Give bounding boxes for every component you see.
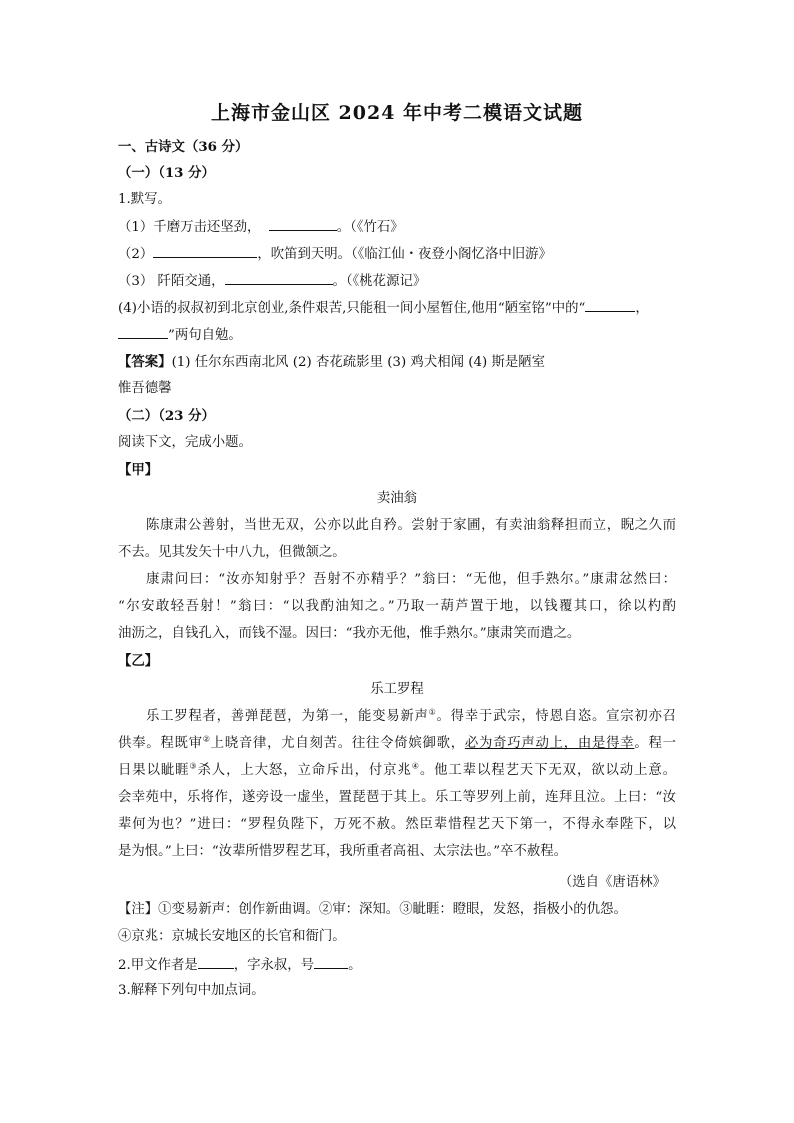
passage-a-line: 油沥之，自钱孔入，而钱不湿。因曰：“我亦无他，惟手熟尔。”康肃笑而遣之。 (118, 626, 581, 641)
passage-b-label: 【乙】 (118, 653, 159, 669)
q1-4-comma: ， (635, 301, 649, 316)
question-1-2 (118, 243, 552, 265)
q1-4-end: ”两句自勉。 (168, 328, 242, 343)
q2-text: ，字永叔，号 (233, 958, 315, 973)
q1-1-text: （1）千磨万击还坚劲， (118, 220, 261, 235)
answer-blank[interactable] (118, 324, 168, 339)
answer-line (118, 352, 545, 373)
answer-blank[interactable] (585, 297, 635, 312)
part2-heading: （二）（23 分） (118, 408, 215, 424)
question-1-4-cont (118, 324, 242, 346)
passage-b-line: 供奉。程既审②上晓音律，尤自刻苦。往往令倚嫔御歌，必为奇巧声动上，由是得幸。程一 (118, 734, 677, 751)
passage-a-title: 卖油翁 (376, 491, 418, 506)
q2-text: 2.甲文作者是 (118, 958, 198, 973)
underlined-sentence: 必为奇巧声动上，由是得幸 (464, 736, 635, 751)
passage-a-line: 陈康肃公善射，当世无双，公亦以此自矜。尝射于家圃，有卖油翁释担而立，睨之久而 (146, 518, 676, 533)
note-marker: ① (428, 707, 437, 717)
passage-b-line: 日果以眦睚③杀人，上大怒，立命斥出，付京兆④。他工辈以程艺天下无双，欲以动上意。 (118, 761, 677, 778)
notes-line: 【注】①变易新声：创作新曲调。②审：深知。③眦睚：瞪眼，发怒，指极小的仇怨。 (118, 902, 627, 917)
passage-a-line: 康肃问曰：“汝亦知射乎？吾射不亦精乎？”翁曰：“无他，但手熟尔。”康肃忿然曰： (146, 572, 676, 587)
answer-text: (1) 任尔东西南北风 (2) 杏花疏影里 (3) 鸡犬相闻 (4) 斯是陋室 (171, 355, 546, 370)
question-1-1 (118, 216, 404, 238)
question-2 (118, 954, 361, 976)
q1-3-text: （3） 阡陌交通， (118, 274, 225, 289)
answer-line-2: 惟吾德馨 (118, 381, 172, 396)
passage-b-line: 乐工罗程者，善弹琵琶，为第一，能变易新声①。得幸于武宗，恃恩自恣。宣宗初亦召 (146, 707, 677, 724)
question-3: 3.解释下列句中加点词。 (118, 983, 265, 998)
answer-blank[interactable] (314, 954, 348, 969)
passage-b-line: 辈何为也？”进曰：“罗程负陛下，万死不赦。然臣辈惜程艺天下第一，不得永奉陛下，以 (118, 817, 676, 832)
passage-b-line: 是为恨。”上曰：“汝辈所惜罗程艺耳，我所重者高祖、太宗法也。”卒不赦程。 (118, 844, 568, 859)
q1-3-source: 。（《桃花源记》 (332, 274, 427, 289)
q1-2-source: ，吹笛到天明。（《临江仙・夜登小阁忆洛中旧游》 (257, 247, 552, 262)
note-marker: ② (202, 734, 211, 744)
question-1-4 (118, 297, 649, 319)
passage-a-label: 【甲】 (118, 462, 159, 478)
q1-4-text: (4)小语的叔叔初到北京创业,条件艰苦,只能租一间小屋暂住,他用“陋室铭”中的“ (118, 301, 586, 316)
passage-a-line: 不去。见其发矢十中八九，但微颔之。 (118, 545, 346, 560)
notes-line: ④京兆：京城长安地区的长官和衙门。 (118, 929, 346, 944)
part1-heading: （一）（13 分） (118, 165, 215, 181)
answer-label: 【答案】 (118, 354, 172, 370)
passage-source: （选自《唐语林》 (558, 875, 666, 890)
q1-2-text: （2） (118, 247, 154, 262)
question-1: 1.默写。 (118, 192, 171, 207)
passage-a-line: “尔安敢轻吾射！”翁曰：“以我酌油知之。”乃取一葫芦置于地，以钱覆其口，徐以杓酌 (118, 599, 676, 614)
answer-blank[interactable] (198, 954, 234, 969)
note-marker: ④ (411, 761, 420, 771)
passage-b-title: 乐工罗程 (370, 682, 424, 697)
exam-title: 上海市金山区 2024 年中考二模语文试题 (210, 102, 584, 124)
reading-instruction: 阅读下文，完成小题。 (118, 435, 252, 450)
answer-blank[interactable] (269, 216, 337, 231)
answer-blank[interactable] (153, 243, 257, 258)
answer-blank[interactable] (225, 270, 333, 285)
question-1-3 (118, 270, 426, 292)
note-marker: ③ (189, 761, 198, 771)
passage-b-line: 会幸苑中，乐将作，遂旁设一虚坐，置琵琶于其上。乐工等罗列上前，连拜且泣。上曰：“汝 (118, 790, 676, 805)
section-heading: 一、古诗文（36 分） (118, 139, 249, 155)
q2-text: 。 (348, 958, 362, 973)
q1-1-source: 。（《竹石》 (336, 220, 404, 235)
